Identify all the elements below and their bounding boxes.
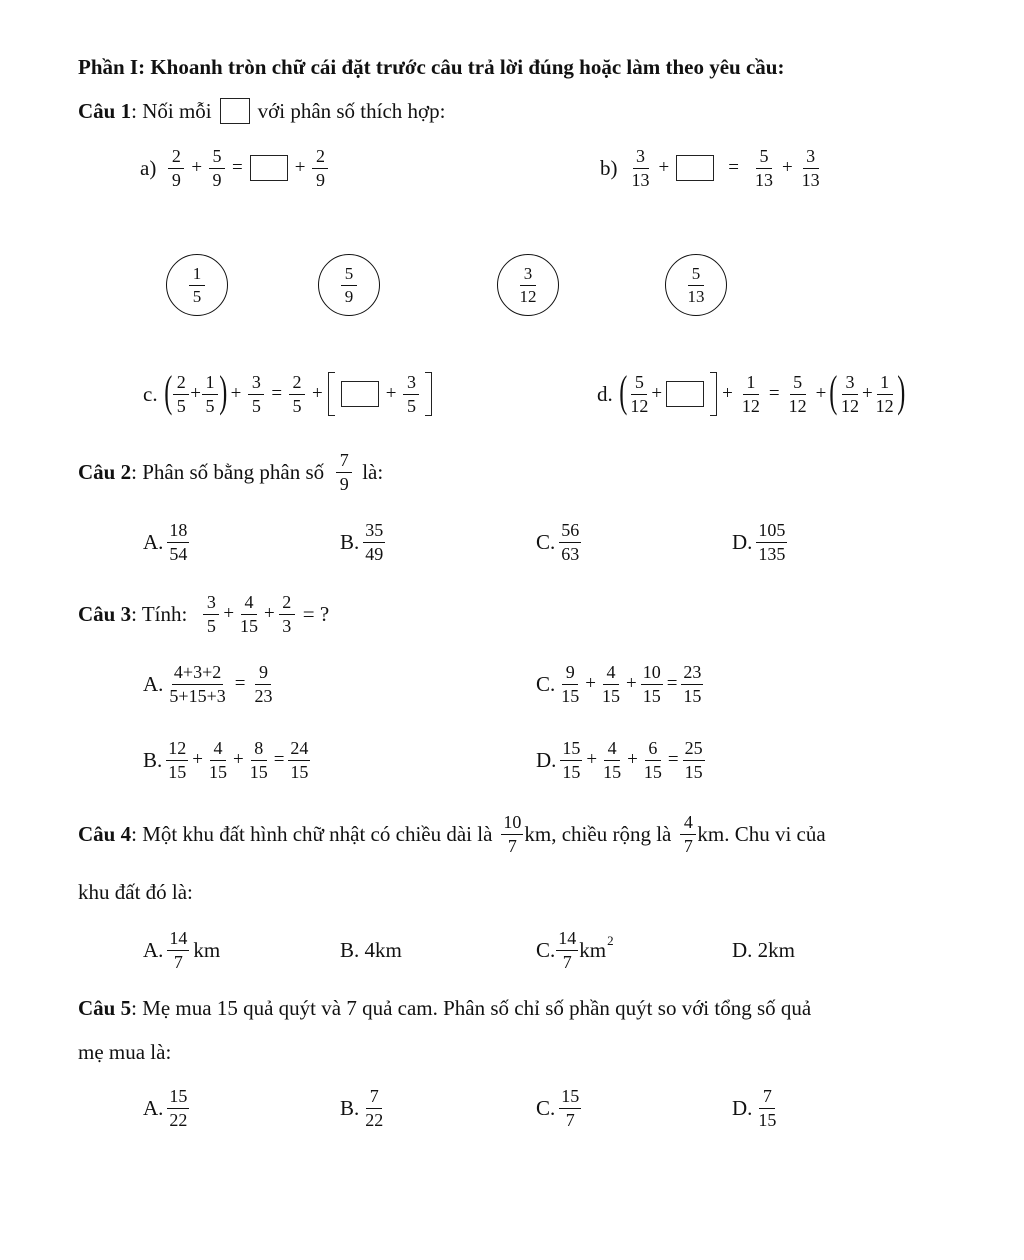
fraction: $\frac{7}{9}$ bbox=[336, 450, 352, 494]
q4-option-d[interactable]: D. 2km bbox=[732, 937, 795, 962]
fraction: $\frac{3}{13}$ bbox=[801, 146, 820, 190]
circle-option-1[interactable]: $\frac{1}{5}$ bbox=[166, 254, 228, 316]
q3-option-c[interactable]: C. $\frac{9}{15}$ + $\frac{4}{15}$ + $\frac{10}{15}$ = $\frac{23}{15}$ bbox=[536, 662, 702, 706]
blank-box bbox=[220, 98, 250, 124]
circle-option-4[interactable]: $\frac{5}{13}$ bbox=[665, 254, 727, 316]
q4-option-c[interactable]: C. $\frac{14}{7}$ km 2 bbox=[536, 928, 614, 972]
q3-option-a[interactable]: A. $\frac{4+3+2}{5+15+3}$ = $\frac{9}{23}$ bbox=[143, 662, 273, 706]
q2-option-b[interactable]: B. $\frac{35}{49}$ bbox=[340, 520, 384, 564]
q5-option-c[interactable]: C. $\frac{15}{7}$ bbox=[536, 1086, 580, 1130]
fraction: $\frac{3}{13}$ bbox=[631, 146, 650, 190]
q3-option-d[interactable]: D. $\frac{15}{15}$ + $\frac{4}{15}$ + $\frac{6}{15}$ = $\frac{25}{15}$ bbox=[536, 738, 703, 782]
q1-a-label: a) bbox=[140, 155, 157, 180]
q1-label: Câu 1 bbox=[78, 98, 132, 123]
part1-title: Phần I: Khoanh tròn chữ cái đặt trước câu trả lời đúng hoặc làm theo yêu cầu: bbox=[78, 55, 785, 79]
q5-question-line2: mẹ mua là: bbox=[78, 1040, 172, 1064]
circle-option-3[interactable]: $\frac{3}{12}$ bbox=[497, 254, 559, 316]
q3-question: Câu 3 : Tính: $\frac{3}{5}$ + $\frac{4}{15}$ + $\frac{2}{3}$ = ? bbox=[78, 592, 330, 636]
q3-option-b[interactable]: B. $\frac{12}{15}$ + $\frac{4}{15}$ + $\frac{8}{15}$ = $\frac{24}{15}$ bbox=[143, 738, 309, 782]
q1-c-answer-box[interactable] bbox=[341, 381, 379, 407]
q3-label: Câu 3 bbox=[78, 601, 132, 626]
fraction: $\frac{5}{13}$ bbox=[754, 146, 773, 190]
q1-a-answer-box[interactable] bbox=[250, 155, 288, 181]
q5-label: Câu 5 bbox=[78, 996, 132, 1020]
q4-question: Câu 4 : Một khu đất hình chữ nhật có chiều dài là $\frac{10}{7}$ km, chiều rộng là $\frac{4}{7}$ km. Chu vi của bbox=[78, 812, 826, 856]
fraction: $\frac{5}{9}$ bbox=[209, 146, 225, 190]
q1-intro-after: với phân số thích hợp: bbox=[257, 98, 446, 123]
q1-b-answer-box[interactable] bbox=[676, 155, 714, 181]
q1-intro bbox=[78, 98, 446, 124]
circle-option-2[interactable]: $\frac{5}{9}$ bbox=[318, 254, 380, 316]
q2-option-c[interactable]: C. $\frac{56}{63}$ bbox=[536, 520, 580, 564]
fraction: $\frac{2}{9}$ bbox=[312, 146, 328, 190]
q5-option-d[interactable]: D. $\frac{7}{15}$ bbox=[732, 1086, 777, 1130]
q2-question: Câu 2 : Phân số bằng phân số $\frac{7}{9}$ là: bbox=[78, 450, 384, 494]
q2-label: Câu 2 bbox=[78, 459, 132, 484]
q1-d-label: d. bbox=[597, 381, 613, 406]
q2-option-d[interactable]: D. $\frac{105}{135}$ bbox=[732, 520, 786, 564]
q5-option-a[interactable]: A. $\frac{15}{22}$ bbox=[143, 1086, 188, 1130]
q1-c-expression: c. ( $\frac{2}{5}$ + $\frac{1}{5}$ ) + $\frac{3}{5}$ = $\frac{2}{5}$ + + $\frac{3}{5}$ bbox=[143, 372, 434, 416]
q5-option-b[interactable]: B. $\frac{7}{22}$ bbox=[340, 1086, 384, 1130]
q4-option-b[interactable]: B. 4km bbox=[340, 937, 402, 962]
q1-d-expression: d. ( $\frac{5}{12}$ + + $\frac{1}{12}$ = $\frac{5}{12}$ + ( $\frac{3}{12}$ + $\frac{1}{12}$ ) bbox=[597, 367, 906, 417]
fraction: $\frac{2}{9}$ bbox=[168, 146, 184, 190]
q1-b-expression: b) $\frac{3}{13}$ + = $\frac{5}{13}$ + $\frac{3}{13}$ bbox=[600, 146, 820, 190]
q1-a-expression: a) $\frac{2}{9}$ + $\frac{5}{9}$ = + $\frac{2}{9}$ bbox=[140, 146, 332, 190]
q1-d-answer-box[interactable] bbox=[666, 381, 704, 407]
q1-c-label: c. bbox=[143, 381, 158, 406]
q4-question-line2: khu đất đó là: bbox=[78, 880, 193, 904]
q2-option-a[interactable]: A. $\frac{18}{54}$ bbox=[143, 520, 188, 564]
q1-intro-before: : Nối mỗi bbox=[131, 98, 212, 123]
q4-label: Câu 4 bbox=[78, 821, 132, 846]
q5-question: Câu 5 : Mẹ mua 15 quả quýt và 7 quả cam. Phân số chỉ số phần quýt so với tổng số quả bbox=[78, 996, 812, 1020]
q4-option-a[interactable]: A. $\frac{14}{7}$ km bbox=[143, 928, 221, 972]
q1-b-label: b) bbox=[600, 155, 618, 180]
